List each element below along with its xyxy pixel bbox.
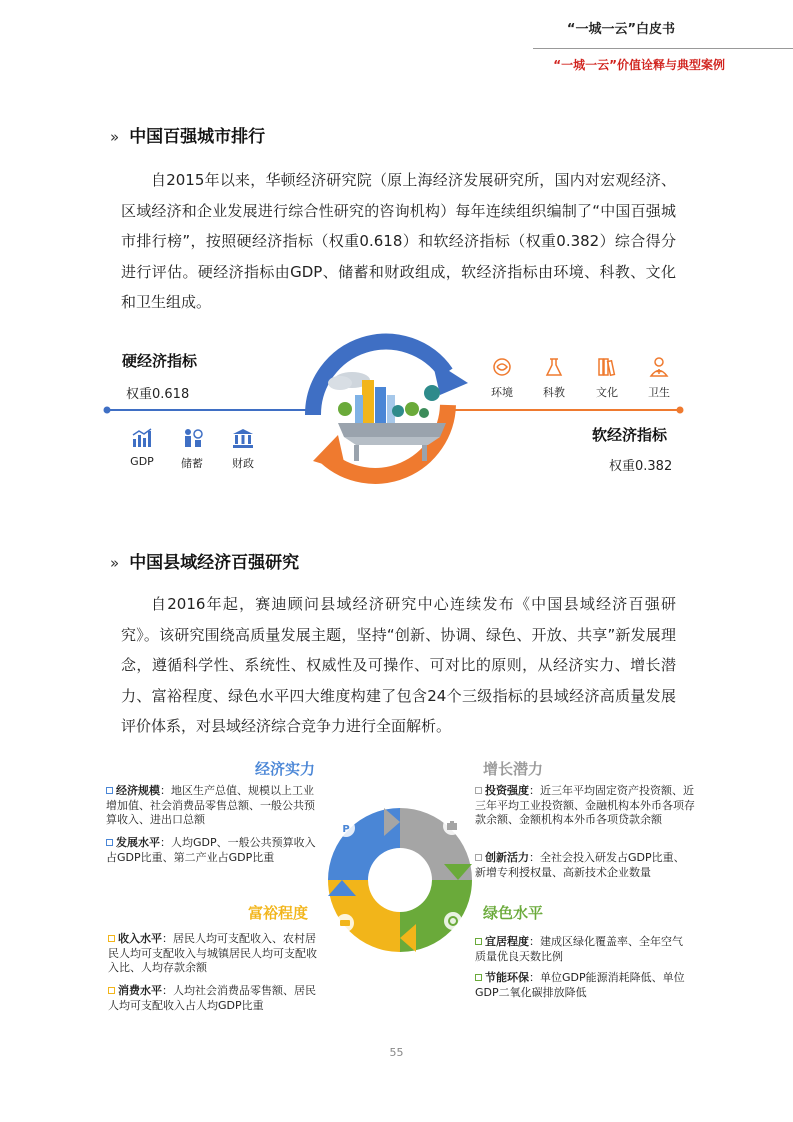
growth-item-investment: 投资强度：近三年平均固定资产投资额、近三年平均工业投资额、金融机构本外币各项存款余额、金额机构本外币各项贷款余额 [475,784,695,826]
green-item-energy: 节能环保：单位GDP能源消耗降低、单位GDP二氧化碳排放降低 [475,971,685,999]
science-education-icon [547,359,561,375]
bullet-square [106,839,113,846]
section-marker: » [110,128,120,146]
growth-innovation-name: 创新活力 [485,851,529,864]
health-icon [651,358,667,376]
bullet-square [475,787,482,794]
economic-scale-name: 经济规模 [116,784,160,797]
soft-item-environment: 环境 [491,386,513,399]
bullet-square [475,938,482,945]
header-divider [533,48,793,49]
hard-indicator-weight: 权重0.618 [126,387,190,402]
wealth-item-consumption: 消费水平：人均社会消费品零售额、居民人均可支配收入占人均GDP比重 [108,984,316,1012]
bullet-square [108,987,115,994]
economic-level-name: 发展水平 [116,836,160,849]
economic-item-scale: 经济规模：地区生产总值、规模以上工业增加值、社会消费品零售总额、一般公共预算收入、进出口总额 [106,784,315,826]
green-energy-name: 节能环保 [485,971,529,984]
growth-investment-name: 投资强度 [485,784,529,797]
green-title: 绿色水平 [483,904,544,922]
orange-arrowhead [313,435,346,471]
economic-level-desc: 人均GDP、一般公共预算收入占GDP比重、第二产业占GDP比重 [106,836,316,864]
section2-paragraph [121,589,676,742]
indicator-diagram [0,325,793,505]
bullet-square [475,854,482,861]
indicator-diagram-graphic [0,325,793,505]
section1-title: 中国百强城市排行 [129,127,266,147]
soft-indicator-weight: 权重0.382 [609,459,673,474]
growth-investment-desc: 近三年平均固定资产投资额、近三年平均工业投资额、金融机构本外币各项存款余额、金额机构本外币各项贷款余额 [475,784,695,826]
green-icon [444,912,462,930]
section1-heading [110,122,265,147]
wealth-consumption-name: 消费水平 [118,984,162,997]
soft-item-health: 卫生 [648,386,670,399]
savings-icon [185,429,202,447]
header-subtitle: “一城一云”价值诠释与典型案例 [553,58,725,72]
header-title: “一城一云”白皮书 [566,22,675,37]
green-livability-desc: 建成区绿化覆盖率、全年空气质量优良天数比例 [475,935,683,963]
section2-text: 自2016年起，赛迪顾问县域经济研究中心连续发布《中国县域经济百强研究》。该研究围绕高质量发展主题，坚持“创新、协调、绿色、开放、共享”新发展理念，遵循科学性、系统性、权威性及可操作、可对比的原则，从经济实力、增长潜力、富裕程度、绿色水平四大维度构建了包含24个三级指标的县域经济高质量发展评价体系，对县域经济综合竞争力进行全面解析。 [121,595,676,735]
soft-item-culture: 文化 [596,386,618,399]
green-energy-desc: 单位GDP能源消耗降低、单位GDP二氧化碳排放降低 [475,971,685,999]
hard-line-end [104,407,111,414]
soft-indicator-title: 软经济指标 [592,426,668,444]
growth-title: 增长潜力 [483,760,544,778]
section2-title: 中国县域经济百强研究 [129,553,300,573]
section2-heading [110,548,299,573]
wealth-consumption-desc: 人均社会消费品零售额、居民人均可支配收入占人均GDP比重 [108,984,316,1012]
economic-item-level: 发展水平：人均GDP、一般公共预算收入占GDP比重、第二产业占GDP比重 [106,836,316,864]
hard-indicator-title: 硬经济指标 [122,352,198,370]
culture-icon [599,359,614,375]
page-number: 55 [389,1046,404,1059]
wealth-income-name: 收入水平 [118,932,162,945]
hard-item-finance: 财政 [232,457,254,470]
wealth-icon [336,914,354,932]
green-livability-name: 宜居程度 [485,935,529,948]
economic-icon [337,819,355,837]
soft-line-end [677,407,684,414]
economic-scale-desc: 地区生产总值、规模以上工业增加值、社会消费品零售总额、一般公共预算收入、进出口总额 [106,784,315,826]
section1-paragraph [121,165,676,318]
hard-item-savings: 储蓄 [181,457,203,470]
growth-innovation-desc: 全社会投入研发占GDP比重、新增专利授权量、高新技术企业数量 [475,851,685,879]
svg-text:P: P [342,824,350,835]
section-marker: » [110,554,120,572]
gdp-icon [133,429,151,447]
wealth-title: 富裕程度 [248,904,309,922]
section1-text: 自2015年以来，华顿经济研究院（原上海经济发展研究所，国内对宏观经济、区域经济和企业发展进行综合性研究的咨询机构）每年连续组织编制了“中国百强城市排行榜”，按照硬经济指标（权重0.618）和软经济指标（权重0.382）综合得分进行评估。硬经济指标由GDP、储蓄和财政组成，软经济指标由环境、科教、文化和卫生组成。 [121,171,676,311]
green-item-livability: 宜居程度：建成区绿化覆盖率、全年空气质量优良天数比例 [475,935,683,963]
growth-icon [443,817,461,835]
environment-icon [494,359,510,375]
bullet-square [108,935,115,942]
bullet-square [475,974,482,981]
soft-item-science: 科教 [543,386,565,399]
hard-item-gdp: GDP [130,455,154,468]
wealth-income-desc: 居民人均可支配收入、农村居民人均可支配收入与城镇居民人均可支配收入比、人均存款余额 [108,932,317,974]
dimension-diagram [0,750,793,1030]
wealth-item-income: 收入水平：居民人均可支配收入、农村居民人均可支配收入与城镇居民人均可支配收入比、人均存款余额 [108,932,317,974]
finance-icon [233,429,253,448]
economic-title: 经济实力 [255,760,316,778]
bullet-square [106,787,113,794]
growth-item-innovation: 创新活力：全社会投入研发占GDP比重、新增专利授权量、高新技术企业数量 [475,851,685,879]
